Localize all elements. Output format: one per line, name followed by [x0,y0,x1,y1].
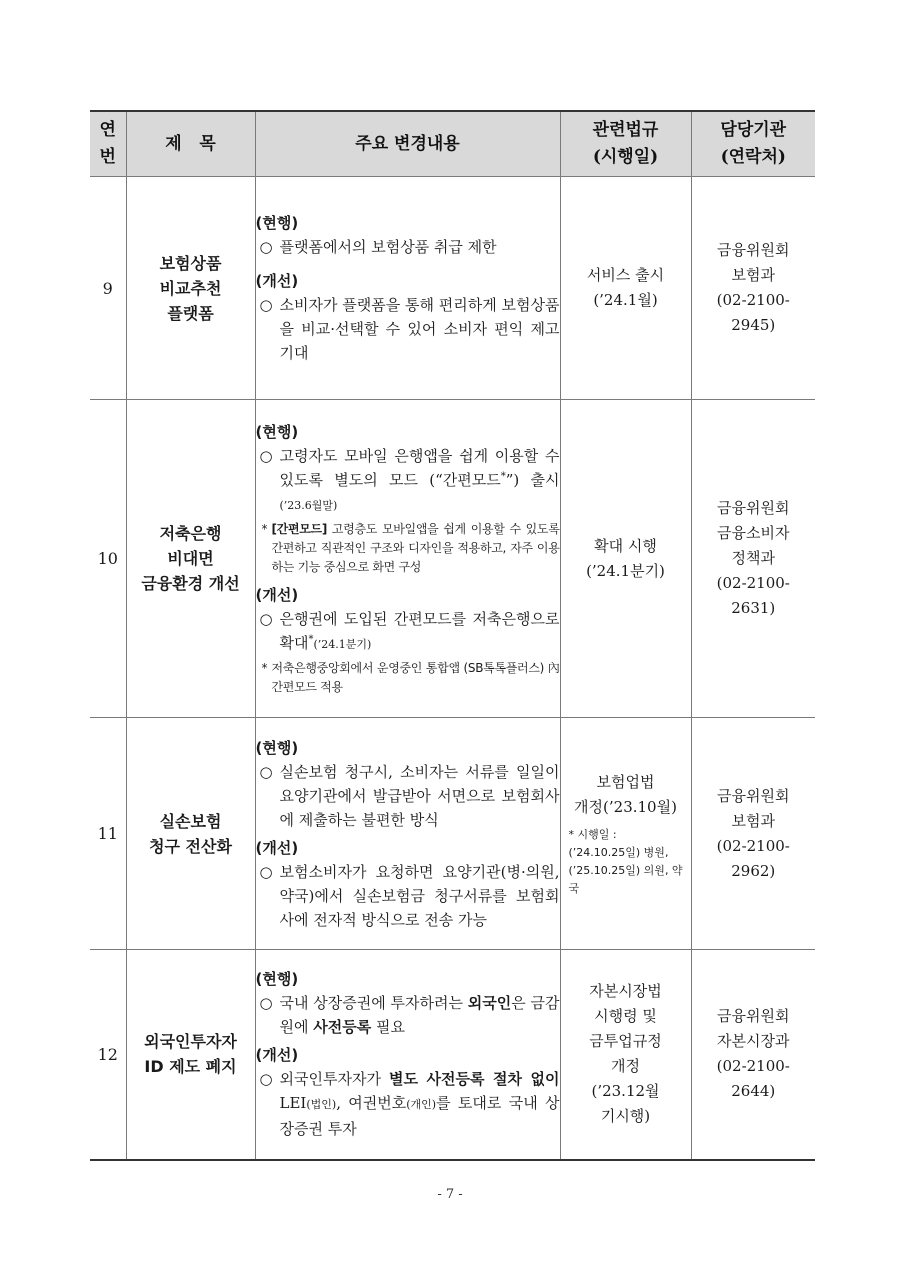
bullet-item [256,760,560,832]
row-content [255,177,560,400]
improve-label: (개선) [255,586,299,604]
current-label: (현행) [255,970,299,989]
bullet-text: 고령자도 모바일 은행앱을 쉽게 이용할 수 있도록 별도의 모드 (“간편모드 [279,447,560,489]
bullet-item [256,235,560,259]
header-org: 담당기관 (연락처) [691,111,815,177]
row-title: 외국인투자자 ID 제도 폐지 [126,950,255,1160]
row-number: 11 [90,718,126,950]
header-number: 연 번 [90,111,126,177]
footnote-label: [간편모드] [271,522,328,536]
bullet-item [256,293,560,365]
row-title: 실손보험 청구 전산화 [126,718,255,950]
row-title: 저축은행 비대면 금융환경 개선 [126,400,255,718]
bullet-item: ○ 국내 상장증권에 투자하려는 외국인은 금감원에 사전등록 필요 [259,994,560,1037]
date-note: (’23.6월말) [279,499,338,512]
row-content [255,400,560,718]
emphasis-text: 별도 사전등록 절차 없이 [389,1070,560,1089]
date-note: (’24.1분기) [313,638,372,651]
footnote: * [간편모드] 고령층도 모바일앱을 쉽게 이용할 수 있도록 간편하고 직관적인 구조와 디자인을 적용하고, 자주 이용하는 기능 중심으로 화면 구성 [261,522,560,574]
bullet-item [256,860,560,932]
row-content [255,950,560,1160]
bullet-text: 플랫폼에서의 보험상품 취급 제한 [279,238,497,256]
improve-label: (개선) [255,1046,299,1065]
row-org: 금융위원회 보험과 (02-2100- 2962) [691,718,815,950]
current-label: (현행) [255,423,299,441]
row-org: 금융위원회 자본시장과 (02-2100- 2644) [691,950,815,1160]
row-law: 서비스 출시 (’24.1월) [560,177,691,400]
row-law: 확대 시행 (’24.1분기) [560,400,691,718]
bullet-text: 보험소비자가 요청하면 요양기관(병·의원, 약국)에서 실손보험금 청구서류를 보험회사에 전자적 방식으로 전송 가능 [279,862,560,929]
bullet-item: ○ 은행권에 도입된 간편모드를 저축은행으로 확대*(’24.1분기) [259,610,560,652]
emphasis-text: 사전등록 [313,1018,372,1037]
bullet-item: ○ 고령자도 모바일 은행앱을 쉽게 이용할 수 있도록 별도의 모드 (“간편모드*”) 출시(’23.6월말) [259,447,560,512]
row-org: 금융위원회 보험과 (02-2100- 2945) [691,177,815,400]
improve-label: (개선) [255,838,299,857]
bullet-text: 실손보험 청구시, 소비자는 서류를 일일이 요양기관에서 발급받아 서면으로 보험회사에 제출하는 불편한 방식 [279,762,560,829]
law-note: * 시행일 : (’24.10.25일) 병원, (’25.10.25일) 의원, 약국 [568,827,683,895]
bullet-mark: ○ [259,862,273,881]
header-law: 관련법규 (시행일) [560,111,691,177]
bullet-text: 은행권에 도입된 간편모드를 저축은행으로 확대 [279,610,560,652]
current-label: (현행) [255,214,299,232]
bullet-item: ○ 외국인투자자가 별도 사전등록 절차 없이 LEI(법인), 여권번호(개인)를 토대로 국내 상장증권 투자 [259,1070,560,1139]
row-title: 보험상품 비교추천 플랫폼 [126,177,255,400]
bullet-mark: ○ [259,762,273,781]
table-row [90,718,815,950]
row-org: 금융위원회 금융소비자 정책과 (02-2100- 2631) [691,400,815,718]
table-header-row [90,111,815,177]
header-title: 제 목 [126,111,255,177]
law-text: 보험업법 개정(’23.10월) [574,772,677,816]
policy-change-table [90,110,815,1161]
row-content [255,718,560,950]
bullet-text: 소비자가 플랫폼을 통해 편리하게 보험상품을 비교·선택할 수 있어 소비자 편익 제고 기대 [279,296,560,362]
table-row [90,400,815,718]
footnote-mark: * [500,471,506,482]
row-number: 12 [90,950,126,1160]
row-law [560,718,691,950]
emphasis-text: 외국인 [467,994,512,1013]
current-label: (현행) [255,738,299,757]
row-law: 자본시장법 시행령 및 금투업규정 개정 (’23.12월 기시행) [560,950,691,1160]
page-number: - 7 - [437,1187,463,1202]
footnote: * 저축은행중앙회에서 운영중인 통합앱 (SB톡톡플러스) 內 간편모드 적용 [256,659,560,697]
footnote-mark: * [308,634,314,645]
footnote-text: 저축은행중앙회에서 운영중인 통합앱 (SB톡톡플러스) 內 간편모드 적용 [271,661,560,694]
footnote-text: 고령층도 모바일앱을 쉽게 이용할 수 있도록 간편하고 직관적인 구조와 디자인을 적용하고, 자주 이용하는 기능 중심으로 화면 구성 [271,522,560,574]
table-row [90,950,815,1160]
table-row [90,177,815,400]
improve-label: (개선) [255,272,299,290]
header-content: 주요 변경내용 [255,111,560,177]
row-number: 10 [90,400,126,718]
row-number: 9 [90,177,126,400]
bullet-mark: ○ [259,238,273,256]
bullet-mark: ○ [259,296,273,314]
